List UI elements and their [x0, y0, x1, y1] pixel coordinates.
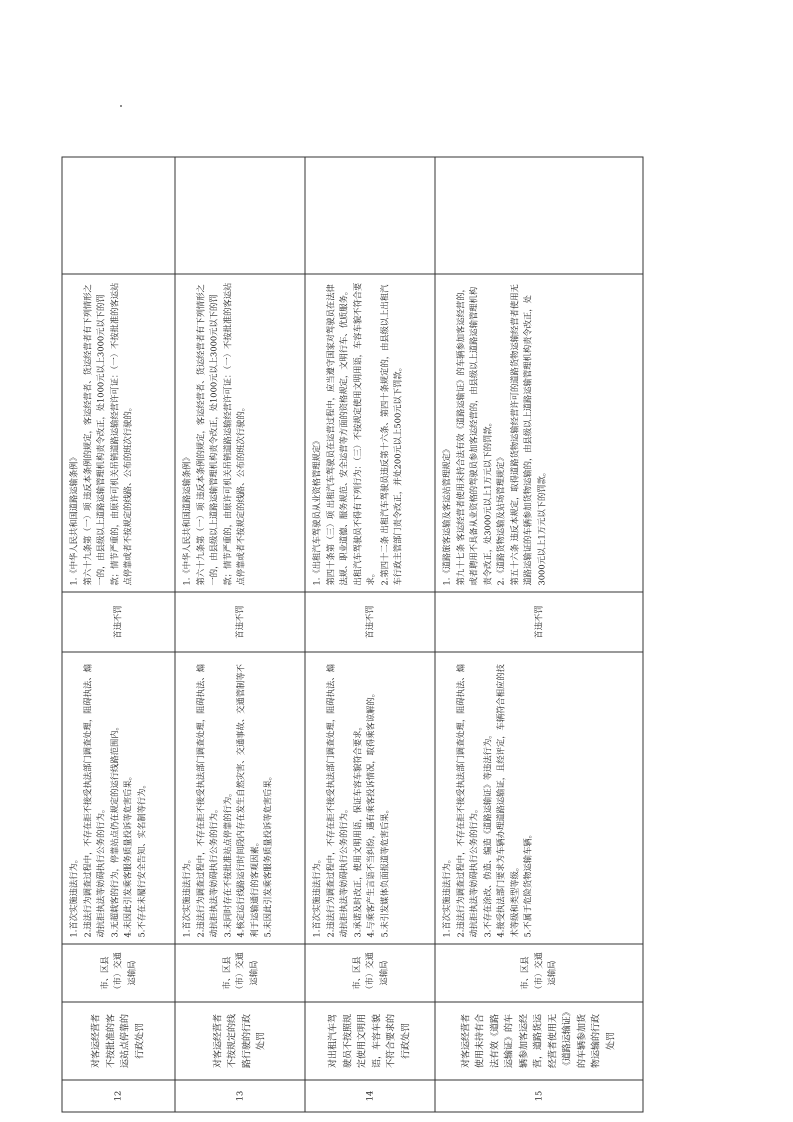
penalty-item: 对客运经营者不按规定的线路行驶的行政处罚 — [175, 1002, 305, 1080]
enforcement-department: 市、区县（市）交通运输局 — [62, 944, 175, 1002]
applicable-situations — [305, 652, 435, 944]
situation-item: 2.违法行为调查过程中，不存在拒不接受执法部门调查处理，阻碍执法、煽动抗拒执法等妨碍执行公务的行为。 — [82, 664, 106, 938]
table-row — [175, 157, 305, 1112]
basis-paragraph: 第五十六条 违反本规定，取得道路货物运输经营许可的道路货物运输经营者使用无道路运输证的车辆参加货物运输的，由县级以上道路运输管理机构责令改正，处3000元以上1万元以下的罚款。 — [509, 284, 547, 586]
row-number: 15 — [435, 1080, 643, 1112]
handling-result: 首违不罚 — [435, 592, 643, 652]
handling-result: 首违不罚 — [62, 592, 175, 652]
blank-cell — [435, 157, 643, 274]
basis-paragraph: 第六十九条第（一）项 违反本条例的规定，客运经营者、货运经营者有下列情形之一的，由县级以上道路运输管理机构责令改正，处1000元以上3000元以下的罚款；情节严重的，由原许可机关吊销道路运输经营许可证：（一）不按批准的客运站点停靠或者不按规定的线路、公布的班次行驶的。 — [82, 282, 133, 586]
situation-item: 2.违法行为调查过程中，不存在拒不接受执法部门调查处理，阻碍执法、煽动抗拒执法等妨碍执行公务的行为。 — [325, 664, 349, 938]
basis-paragraph: 第四十条第（三）项 出租汽车驾驶员在运营过程中，应当遵守国家对驾驶员在法律法规、职业道德、服务规范、安全运营等方面的资格规定，文明行车、优质服务。出租汽车驾驶员不得有下列行为：（三）不按规定使用文明用语，车容车貌不符合要求。 — [325, 282, 376, 586]
basis-paragraph: 1.《道路旅客运输及客运站管理规定》 — [441, 444, 452, 586]
enforcement-department: 市、区县（市）交通运输局 — [305, 944, 435, 1002]
legal-basis — [175, 274, 305, 592]
situation-item: 2.违法行为调查过程中，不存在拒不接受执法部门调查处理，阻碍执法、煽动抗拒执法等妨碍执行公务的行为。 — [195, 664, 219, 938]
applicable-situations — [175, 652, 305, 944]
situation-item: 3.不存在涂改、伪造、编造《道路运输证》等违法行为。 — [482, 730, 493, 938]
situation-item: 5.未引发媒体负面报道等危害后果。 — [379, 805, 390, 938]
enforcement-department: 市、区县（市）交通运输局 — [435, 944, 643, 1002]
row-number: 14 — [305, 1080, 435, 1112]
basis-paragraph: 2.《道路货物运输及站场管理规定》 — [495, 453, 506, 586]
situation-item: 4.核定运行线路运行时间段内存在发生自然灾害、交通事故、交通管制等不利于运输通行的客观因素。 — [235, 664, 260, 938]
applicable-situations — [435, 652, 643, 944]
basis-paragraph: 2.第四十二条 出租汽车驾驶员违反第十六条、第四十条规定的，由县级以上出租汽车行政主管部门责令改正，并处200元以上500元以下罚款。 — [379, 284, 403, 586]
table-row — [305, 157, 435, 1112]
basis-paragraph: 1.《中华人民共和国道路运输条例》 — [68, 453, 79, 586]
situation-item: 5.未因此引发乘客服务质量投诉等危害后果。 — [262, 771, 273, 938]
situation-item: 1.首次实施违法行为。 — [441, 854, 452, 938]
basis-paragraph: 1.《出租汽车驾驶员从业资格管理规定》 — [311, 436, 322, 586]
situation-item: 5.不属于危险货物运输车辆。 — [522, 830, 533, 938]
situation-item: 4.未因此引发乘客服务质量投诉等危害后果。 — [122, 771, 133, 938]
blank-cell — [305, 157, 435, 274]
row-number: 13 — [175, 1080, 305, 1112]
situation-item: 1.首次实施违法行为。 — [311, 854, 322, 938]
situation-item: 4.与乘客产生言语不当纠纷，遇有乘客投诉情况，取得乘客谅解的。 — [365, 688, 376, 938]
rotated-table-wrapper — [62, 158, 644, 1113]
basis-paragraph: 第九十七条 客运经营者使用未持合法有效《道路运输证》的车辆参加客运经营的，或者聘用不具备从业资格的驾驶员参加客运经营的，由县级以上道路运输管理机构责令改正，处3000元以上1万元以下的罚款。 — [455, 284, 493, 586]
legal-basis — [62, 274, 175, 592]
situation-item: 3.承诺及时改正，使用文明用语，保证车容车貌符合要求。 — [352, 722, 363, 938]
table-row — [435, 157, 643, 1112]
penalty-item: 对客运经营者使用未持有合法有效《道路运输证》的车辆参加客运经营，道路货运经营者使用无《道路运输证》的车辆参加货物运输的行政处罚 — [435, 1002, 643, 1080]
row-number: 12 — [62, 1080, 175, 1112]
legal-basis — [435, 274, 643, 592]
situation-item: 3.无超载客的行为，停靠站点仍在规定的运行线路范围内。 — [109, 722, 119, 938]
situation-item: 1.首次实施违法行为。 — [68, 854, 79, 938]
basis-paragraph: 1.《中华人民共和国道路运输条例》 — [181, 453, 192, 586]
applicable-situations — [62, 652, 175, 944]
situation-item: 1.首次实施违法行为。 — [181, 854, 192, 938]
situation-item: 2.违法行为调查过程中，不存在拒不接受执法部门调查处理，阻碍执法、煽动抗拒执法等妨碍执行公务的行为。 — [455, 664, 479, 938]
situation-item: 5.不存在未履行安全告知、实名制等行为。 — [136, 780, 146, 938]
legal-basis — [305, 274, 435, 592]
penalty-item: 对客运经营者不按批准的客运站点停靠的行政处罚 — [62, 1002, 175, 1080]
basis-paragraph: 第六十九条第（一）项 违反本条例的规定，客运经营者、货运经营者有下列情形之一的，由县级以上道路运输管理机构责令改正，处1000元以上3000元以下的罚款；情节严重的，由原许可机关吊销道路运输经营许可证：（一）不按批准的客运站点停靠或者不按规定的线路、公布的班次行驶的。 — [195, 282, 246, 586]
scan-speck — [120, 105, 122, 107]
handling-result: 首违不罚 — [175, 592, 305, 652]
situation-item: 4.接受执法部门要求为车辆办理道路运输证，且经评定，车辆符合相应的技术等级和类型等级。 — [495, 664, 520, 938]
penalty-item: 对出租汽车驾驶员不按照规定使用文明用语，车容车貌不符合要求的行政处罚 — [305, 1002, 435, 1080]
handling-result: 首违不罚 — [305, 592, 435, 652]
enforcement-department: 市、区县（市）交通运输局 — [175, 944, 305, 1002]
situation-item: 3.未同时存在不按批准站点停靠的行为。 — [222, 788, 233, 938]
table-row — [62, 157, 175, 1112]
blank-cell — [62, 157, 175, 274]
penalty-exemption-table — [62, 157, 644, 1113]
blank-cell — [175, 157, 305, 274]
